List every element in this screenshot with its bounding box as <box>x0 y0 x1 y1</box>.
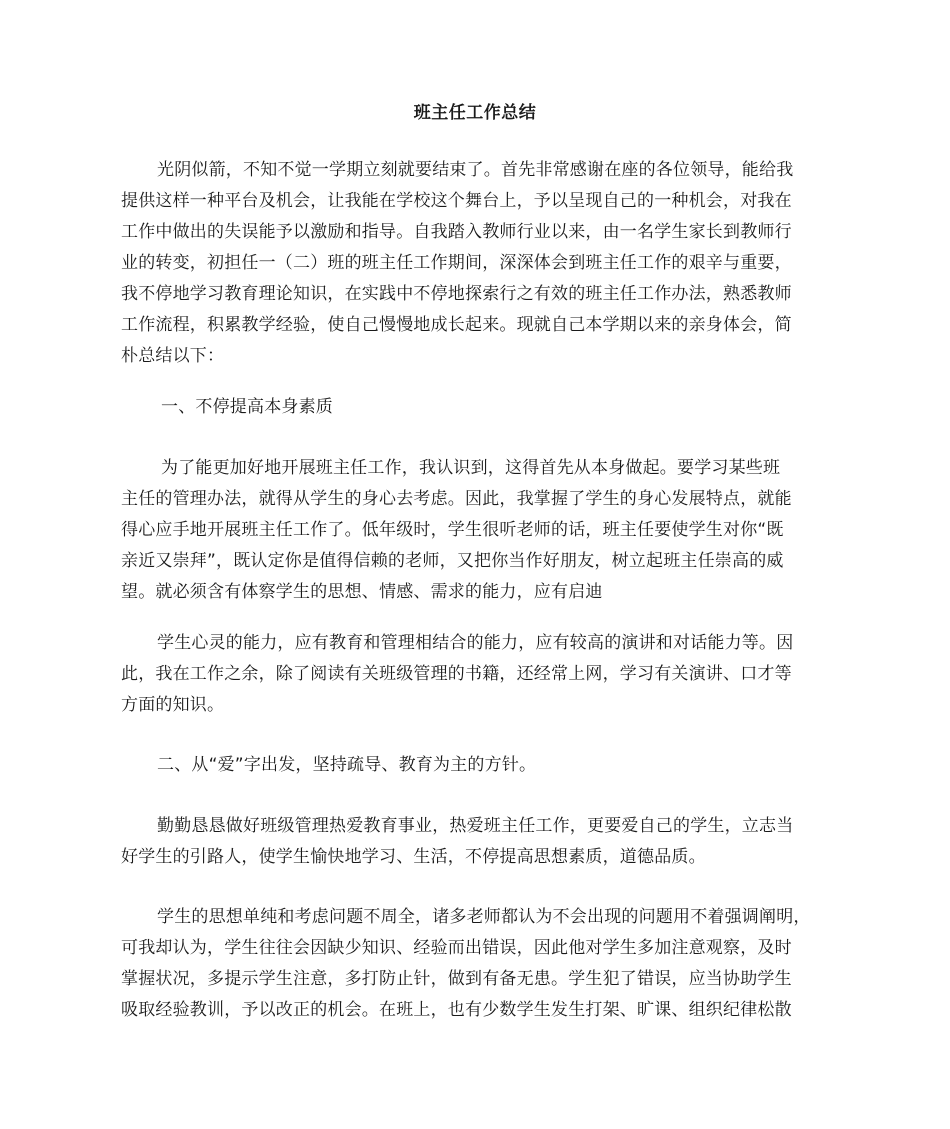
paragraph-abilities <box>121 628 841 721</box>
document-title: 班主任工作总结 <box>413 103 537 123</box>
text-line: 掌握状况，多提示学生注意，多打防止针，做到有备无患。学生犯了错误，应当协助学生 <box>121 969 792 989</box>
text-line: 学生心灵的能力，应有教育和管理相结合的能力，应有较高的演讲和对话能力等。因 <box>157 633 794 653</box>
paragraph-intro <box>121 155 841 372</box>
text-line: 好学生的引路人，使学生愉快地学习、生活，不停提高思想素质，道德品质。 <box>121 847 706 867</box>
text-line: 方面的知识。 <box>121 695 225 715</box>
text-line: 得心应手地开展班主任工作了。低年级时，学生很听老师的话，班主任要使学生对你“既 <box>121 520 784 540</box>
text-line: 提供这样一种平台及机会，让我能在学校这个舞台上，予以呈现自己的一种机会，对我在 <box>121 191 792 211</box>
text-line: 望。就必须含有体察学生的思想、情感、需求的能力，应有启迪 <box>121 582 603 602</box>
text-line: 此，我在工作之余，除了阅读有关班级管理的书籍，还经常上网，学习有关演讲、口才等 <box>121 664 792 684</box>
text-line: 业的转变，初担任一（二）班的班主任工作期间，深深体会到班主任工作的艰辛与重要， <box>121 253 792 273</box>
text-line: 朴总结以下： <box>121 346 225 366</box>
text-line: 光阴似箭，不知不觉一学期立刻就要结束了。首先非常感谢在座的各位领导，能给我 <box>157 160 794 180</box>
text-line: 吸取经验教训，予以改正的机会。在班上，也有少数学生发生打架、旷课、组织纪律松散 <box>121 1000 792 1020</box>
text-line: 亲近又崇拜”，既认定你是值得信赖的老师，又把你当作好朋友，树立起班主任崇高的威 <box>121 551 784 571</box>
paragraph-love <box>121 811 841 873</box>
heading-text: 二、从“爱”字出发，坚持疏导、教育为主的方针。 <box>157 755 537 775</box>
section-heading-1 <box>121 392 841 423</box>
text-line: 学生的思想单纯和考虑问题不周全，诸多老师都认为不会出现的问题用不着强调阐明， <box>157 907 811 927</box>
paragraph-self-improvement <box>121 453 841 608</box>
text-line: 主任的管理办法，就得从学生的身心去考虑。因此，我掌握了学生的身心发展特点，就能 <box>121 489 792 509</box>
paragraph-guidance <box>121 902 841 1026</box>
text-line: 工作中做出的失误能予以激励和指导。自我踏入教师行业以来，由一名学生家长到教师行 <box>121 222 792 242</box>
text-line: 我不停地学习教育理论知识，在实践中不停地探索行之有效的班主任工作办法，熟悉教师 <box>121 284 792 304</box>
section-heading-2 <box>121 750 841 781</box>
text-line: 为了能更加好地开展班主任工作，我认识到，这得首先从本身做起。要学习某些班 <box>161 458 781 478</box>
text-line: 勤勤恳恳做好班级管理热爱教育事业，热爱班主任工作，更要爱自己的学生，立志当 <box>157 816 794 836</box>
text-line: 工作流程，积累教学经验，使自己慢慢地成长起来。现就自己本学期以来的亲身体会，简 <box>121 315 792 335</box>
heading-text: 一、不停提高本身素质 <box>161 397 333 417</box>
text-line: 可我却认为，学生往往会因缺少知识、经验而出错误，因此他对学生多加注意观察，及时 <box>121 938 792 958</box>
